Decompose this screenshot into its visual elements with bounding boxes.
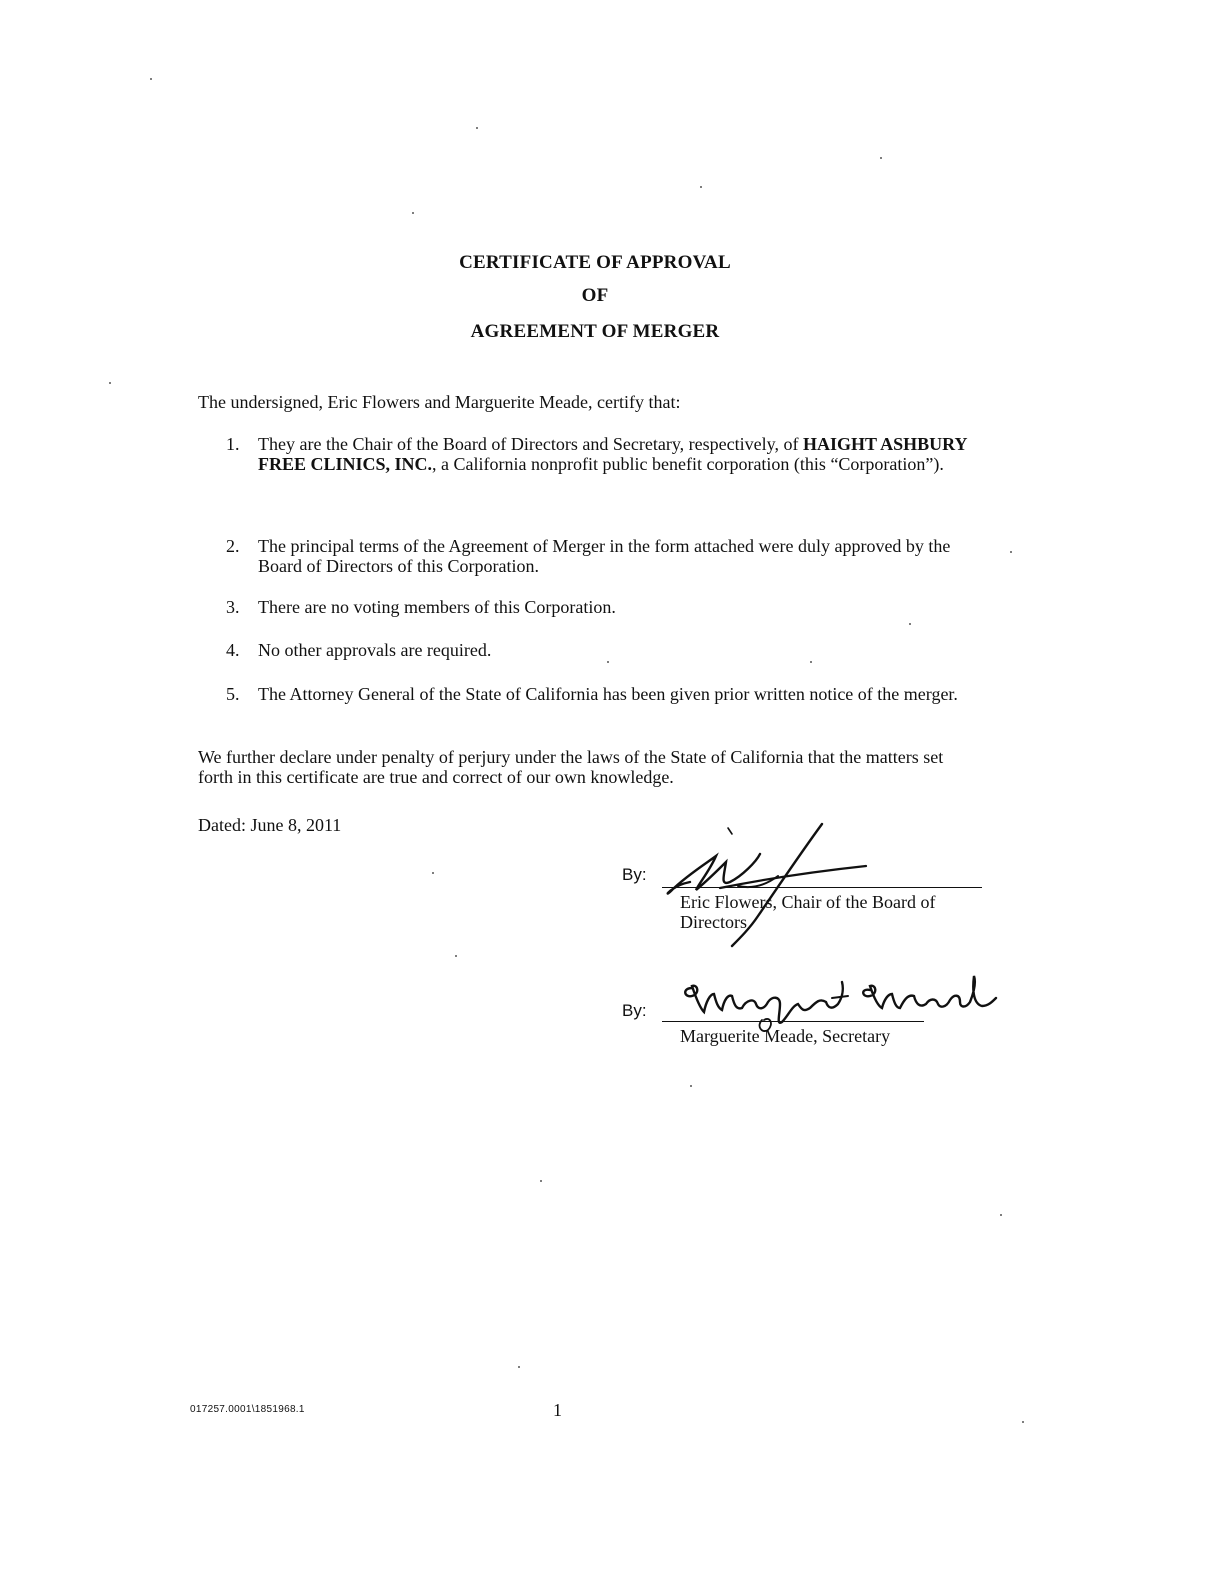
scan-speck	[909, 623, 911, 625]
document-code: 017257.0001\1851968.1	[190, 1404, 305, 1415]
list-item	[226, 640, 996, 660]
scan-speck	[810, 661, 812, 663]
scan-speck	[432, 872, 434, 874]
date-line: Dated: June 8, 2011	[198, 815, 342, 835]
scan-speck	[1000, 1214, 1002, 1216]
list-item	[226, 684, 996, 704]
signer-name-title: Eric Flowers, Chair of the Board of Directors	[680, 892, 936, 932]
list-item	[226, 434, 996, 474]
list-item-number: 1.	[226, 434, 240, 454]
scan-speck	[540, 1180, 542, 1182]
title-line-2: OF	[581, 285, 609, 306]
intro-text: The undersigned, Eric Flowers and Marguerite Meade, certify that:	[198, 392, 681, 412]
list-item-number: 5.	[226, 684, 240, 704]
list-item-text: The principal terms of the Agreement of Merger in the form attached were duly approved by the Board of Directors of this Corporation.	[258, 536, 951, 576]
scan-speck	[109, 382, 111, 384]
title-line-1: CERTIFICATE OF APPROVAL	[459, 252, 731, 273]
page-number: 1	[553, 1400, 562, 1420]
list-item-text: No other approvals are required.	[258, 640, 492, 660]
list-item-number: 3.	[226, 597, 240, 617]
by-label: By:	[622, 1001, 647, 1020]
signer-name-title: Marguerite Meade, Secretary	[680, 1026, 891, 1046]
corporation-name: HAIGHT ASHBURY FREE CLINICS, INC.	[258, 434, 967, 474]
title-line-3: AGREEMENT OF MERGER	[470, 321, 720, 342]
scan-speck	[518, 1366, 520, 1368]
list-item-text: They are the Chair of the Board of Directors and Secretary, respectively, of HAIGHT ASHBURY FREE CLINICS, INC., a California nonprofit public benefit corporation (this “Corporation”).	[258, 434, 967, 474]
scan-speck	[455, 955, 457, 957]
scan-speck	[476, 127, 478, 129]
list-item-text: There are no voting members of this Corporation.	[258, 597, 616, 617]
scan-speck	[412, 212, 414, 214]
scan-speck	[1022, 1421, 1024, 1423]
scan-speck	[690, 1085, 692, 1087]
scan-speck	[700, 186, 702, 188]
list-item-number: 4.	[226, 640, 240, 660]
by-label: By:	[622, 865, 647, 884]
list-item-number: 2.	[226, 536, 240, 556]
scan-speck	[607, 661, 609, 663]
scan-speck	[1010, 551, 1012, 553]
list-item-text: The Attorney General of the State of California has been given prior written notice of the merger.	[258, 684, 958, 704]
declaration-text: We further declare under penalty of perjury under the laws of the State of California that the matters set forth in this certificate are true and correct of our own knowledge.	[198, 747, 944, 787]
scan-speck	[880, 157, 882, 159]
list-item	[226, 597, 996, 617]
scan-speck	[150, 78, 152, 80]
list-item	[226, 536, 996, 576]
